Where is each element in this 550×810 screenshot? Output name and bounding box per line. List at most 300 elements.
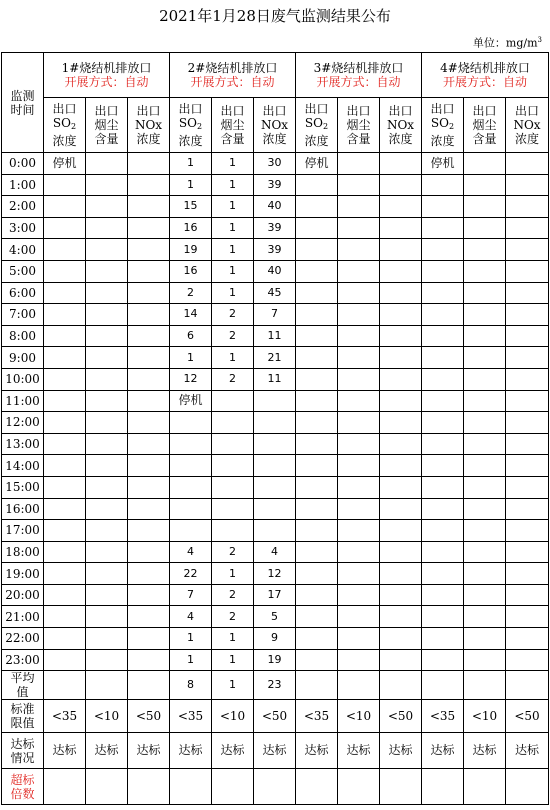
value-cell — [44, 649, 86, 671]
value-cell: 1 — [170, 649, 212, 671]
value-cell — [506, 584, 549, 606]
value-cell — [128, 347, 170, 369]
time-cell: 9:00 — [2, 347, 44, 369]
value-cell: 1 — [212, 282, 254, 304]
value-cell — [338, 217, 380, 239]
value-cell — [128, 153, 170, 175]
status-cell: 达标 — [380, 733, 422, 769]
value-cell — [128, 239, 170, 261]
value-cell: 1 — [212, 649, 254, 671]
outlet-1-header: 1#烧结机排放口 开展方式：自动 — [44, 53, 170, 98]
status-cell: 达标 — [44, 733, 86, 769]
value-cell: 4 — [170, 606, 212, 628]
value-cell — [44, 304, 86, 326]
value-cell — [338, 412, 380, 434]
value-cell — [422, 520, 464, 542]
table-row — [2, 628, 549, 650]
value-cell — [212, 455, 254, 477]
value-cell — [86, 196, 128, 218]
value-cell: 2 — [212, 541, 254, 563]
value-cell — [296, 217, 338, 239]
value-cell — [464, 412, 506, 434]
exceed-row — [2, 769, 549, 805]
average-cell — [506, 671, 549, 700]
value-cell — [422, 390, 464, 412]
table-row — [2, 649, 549, 671]
value-cell — [464, 498, 506, 520]
value-cell — [422, 239, 464, 261]
dust-column-header: 出口烟尘含量 — [212, 98, 254, 153]
table-row — [2, 584, 549, 606]
value-cell — [296, 433, 338, 455]
exceed-cell — [422, 769, 464, 805]
value-cell — [86, 325, 128, 347]
value-cell — [464, 239, 506, 261]
average-cell — [422, 671, 464, 700]
value-cell: 12 — [254, 563, 296, 585]
value-cell — [380, 498, 422, 520]
time-column-header: 监测时间 — [2, 53, 44, 153]
status-cell: 达标 — [128, 733, 170, 769]
exceed-cell — [380, 769, 422, 805]
value-cell — [338, 347, 380, 369]
value-cell — [128, 174, 170, 196]
limit-cell: <10 — [212, 700, 254, 733]
value-cell — [86, 239, 128, 261]
value-cell: 9 — [254, 628, 296, 650]
value-cell — [170, 433, 212, 455]
outlet-4-header: 4#烧结机排放口 开展方式：自动 — [422, 53, 549, 98]
value-cell: 1 — [212, 153, 254, 175]
value-cell — [422, 584, 464, 606]
value-cell — [422, 260, 464, 282]
limit-label: 标准限值 — [2, 700, 44, 733]
table-row — [2, 196, 549, 218]
nox-column-header: 出口NOx浓度 — [506, 98, 549, 153]
value-cell — [380, 217, 422, 239]
value-cell — [422, 304, 464, 326]
value-cell — [464, 347, 506, 369]
value-cell — [506, 325, 549, 347]
value-cell — [422, 282, 464, 304]
value-cell: 30 — [254, 153, 296, 175]
value-cell — [128, 217, 170, 239]
value-cell — [170, 412, 212, 434]
value-cell — [44, 606, 86, 628]
value-cell — [506, 153, 549, 175]
value-cell — [44, 520, 86, 542]
value-cell: 15 — [170, 196, 212, 218]
value-cell — [128, 563, 170, 585]
limit-cell: <35 — [170, 700, 212, 733]
table-row — [2, 217, 549, 239]
value-cell — [128, 304, 170, 326]
emission-table — [1, 52, 549, 805]
value-cell — [44, 628, 86, 650]
value-cell — [296, 260, 338, 282]
dust-column-header: 出口烟尘含量 — [86, 98, 128, 153]
value-cell: 停机 — [170, 390, 212, 412]
value-cell — [464, 541, 506, 563]
nox-column-header: 出口NOx浓度 — [128, 98, 170, 153]
average-row — [2, 671, 549, 700]
value-cell — [86, 498, 128, 520]
value-cell — [338, 476, 380, 498]
value-cell — [86, 476, 128, 498]
so2-column-header: 出口$SO_2$浓度 — [296, 98, 338, 153]
value-cell: 39 — [254, 239, 296, 261]
value-cell — [506, 174, 549, 196]
value-cell — [338, 390, 380, 412]
value-cell: 2 — [212, 304, 254, 326]
value-cell: 1 — [212, 347, 254, 369]
value-cell: 4 — [170, 541, 212, 563]
value-cell: 停机 — [44, 153, 86, 175]
table-row — [2, 282, 549, 304]
time-cell: 10:00 — [2, 368, 44, 390]
value-cell — [128, 260, 170, 282]
table-row — [2, 412, 549, 434]
value-cell — [422, 174, 464, 196]
value-cell: 1 — [170, 628, 212, 650]
time-cell: 4:00 — [2, 239, 44, 261]
value-cell — [296, 563, 338, 585]
value-cell — [296, 455, 338, 477]
exceed-label: 超标倍数 — [2, 769, 44, 805]
value-cell — [254, 455, 296, 477]
value-cell — [338, 628, 380, 650]
value-cell: 6 — [170, 325, 212, 347]
table-row — [2, 520, 549, 542]
value-cell — [296, 412, 338, 434]
value-cell — [86, 520, 128, 542]
value-cell — [296, 520, 338, 542]
value-cell — [86, 174, 128, 196]
value-cell — [44, 541, 86, 563]
table-row — [2, 455, 549, 477]
table-row — [2, 325, 549, 347]
value-cell — [128, 541, 170, 563]
average-label: 平均值 — [2, 671, 44, 700]
table-row — [2, 498, 549, 520]
value-cell — [254, 520, 296, 542]
value-cell — [86, 217, 128, 239]
limit-cell: <50 — [254, 700, 296, 733]
value-cell — [422, 196, 464, 218]
exceed-cell — [338, 769, 380, 805]
table-row — [2, 433, 549, 455]
header-row-parameters — [2, 98, 549, 153]
value-cell — [44, 347, 86, 369]
table-row — [2, 260, 549, 282]
average-cell — [44, 671, 86, 700]
value-cell — [296, 649, 338, 671]
value-cell — [338, 260, 380, 282]
value-cell — [44, 584, 86, 606]
status-label: 达标情况 — [2, 733, 44, 769]
limit-cell: <50 — [380, 700, 422, 733]
value-cell — [422, 325, 464, 347]
value-cell — [44, 390, 86, 412]
value-cell — [422, 433, 464, 455]
value-cell — [296, 196, 338, 218]
time-cell: 7:00 — [2, 304, 44, 326]
time-cell: 17:00 — [2, 520, 44, 542]
value-cell — [254, 476, 296, 498]
dust-column-header: 出口烟尘含量 — [338, 98, 380, 153]
value-cell — [464, 260, 506, 282]
value-cell — [128, 433, 170, 455]
value-cell — [506, 606, 549, 628]
nox-column-header: 出口NOx浓度 — [254, 98, 296, 153]
value-cell — [128, 368, 170, 390]
value-cell — [86, 563, 128, 585]
status-cell: 达标 — [506, 733, 549, 769]
value-cell — [296, 390, 338, 412]
value-cell — [338, 563, 380, 585]
value-cell: 16 — [170, 260, 212, 282]
time-cell: 20:00 — [2, 584, 44, 606]
value-cell — [380, 541, 422, 563]
value-cell — [464, 476, 506, 498]
value-cell — [506, 455, 549, 477]
value-cell — [86, 628, 128, 650]
value-cell: 4 — [254, 541, 296, 563]
value-cell — [464, 628, 506, 650]
value-cell: 11 — [254, 368, 296, 390]
time-cell: 3:00 — [2, 217, 44, 239]
value-cell — [338, 304, 380, 326]
value-cell — [86, 282, 128, 304]
time-cell: 16:00 — [2, 498, 44, 520]
value-cell — [128, 412, 170, 434]
value-cell — [380, 520, 422, 542]
value-cell — [506, 217, 549, 239]
time-cell: 6:00 — [2, 282, 44, 304]
value-cell — [44, 368, 86, 390]
limit-cell: <10 — [464, 700, 506, 733]
value-cell: 1 — [212, 196, 254, 218]
value-cell: 5 — [254, 606, 296, 628]
value-cell: 22 — [170, 563, 212, 585]
so2-column-header: 出口$SO_2$浓度 — [422, 98, 464, 153]
average-cell — [380, 671, 422, 700]
average-cell — [296, 671, 338, 700]
limit-cell: <35 — [422, 700, 464, 733]
table-row — [2, 239, 549, 261]
value-cell — [128, 390, 170, 412]
value-cell — [422, 455, 464, 477]
value-cell — [86, 390, 128, 412]
value-cell — [338, 174, 380, 196]
value-cell — [464, 520, 506, 542]
value-cell: 19 — [254, 649, 296, 671]
value-cell — [338, 282, 380, 304]
value-cell — [212, 412, 254, 434]
value-cell: 40 — [254, 260, 296, 282]
table-row — [2, 153, 549, 175]
limit-row — [2, 700, 549, 733]
value-cell — [422, 628, 464, 650]
value-cell — [86, 649, 128, 671]
value-cell — [380, 153, 422, 175]
exceed-cell — [128, 769, 170, 805]
status-cell: 达标 — [212, 733, 254, 769]
time-cell: 14:00 — [2, 455, 44, 477]
value-cell — [506, 368, 549, 390]
value-cell — [422, 498, 464, 520]
value-cell: 1 — [212, 239, 254, 261]
value-cell: 1 — [170, 153, 212, 175]
value-cell — [380, 390, 422, 412]
value-cell — [506, 476, 549, 498]
value-cell — [212, 520, 254, 542]
value-cell — [380, 628, 422, 650]
value-cell — [380, 412, 422, 434]
value-cell — [296, 368, 338, 390]
average-cell: 1 — [212, 671, 254, 700]
value-cell — [380, 563, 422, 585]
average-cell — [464, 671, 506, 700]
value-cell — [128, 476, 170, 498]
value-cell — [296, 541, 338, 563]
time-cell: 19:00 — [2, 563, 44, 585]
value-cell — [380, 649, 422, 671]
value-cell — [506, 347, 549, 369]
status-cell: 达标 — [422, 733, 464, 769]
value-cell: 1 — [212, 628, 254, 650]
value-cell — [86, 412, 128, 434]
value-cell — [128, 196, 170, 218]
status-cell: 达标 — [170, 733, 212, 769]
table-row — [2, 368, 549, 390]
value-cell — [296, 304, 338, 326]
value-cell — [380, 584, 422, 606]
value-cell — [44, 412, 86, 434]
table-row — [2, 476, 549, 498]
value-cell: 停机 — [422, 153, 464, 175]
time-cell: 1:00 — [2, 174, 44, 196]
value-cell — [422, 606, 464, 628]
value-cell — [338, 455, 380, 477]
dust-column-header: 出口烟尘含量 — [464, 98, 506, 153]
value-cell — [86, 260, 128, 282]
value-cell — [296, 325, 338, 347]
value-cell — [464, 325, 506, 347]
header-row-outlets — [2, 53, 549, 98]
value-cell — [338, 498, 380, 520]
value-cell: 2 — [170, 282, 212, 304]
value-cell — [506, 541, 549, 563]
value-cell — [422, 476, 464, 498]
value-cell: 39 — [254, 174, 296, 196]
value-cell — [422, 368, 464, 390]
value-cell: 39 — [254, 217, 296, 239]
limit-cell: <50 — [128, 700, 170, 733]
value-cell: 1 — [170, 347, 212, 369]
table-row — [2, 606, 549, 628]
value-cell — [296, 498, 338, 520]
limit-cell: <50 — [506, 700, 549, 733]
value-cell: 21 — [254, 347, 296, 369]
value-cell — [422, 541, 464, 563]
value-cell — [338, 541, 380, 563]
value-cell — [338, 520, 380, 542]
unit-label: 单位：$mg/m^3$ — [472, 36, 542, 50]
value-cell — [44, 174, 86, 196]
value-cell — [338, 239, 380, 261]
value-cell — [86, 304, 128, 326]
value-cell — [296, 584, 338, 606]
exceed-cell — [506, 769, 549, 805]
value-cell — [380, 196, 422, 218]
average-cell — [338, 671, 380, 700]
limit-cell: <35 — [44, 700, 86, 733]
value-cell: 2 — [212, 584, 254, 606]
value-cell — [254, 412, 296, 434]
value-cell — [338, 606, 380, 628]
time-cell: 12:00 — [2, 412, 44, 434]
value-cell — [338, 325, 380, 347]
value-cell — [464, 455, 506, 477]
value-cell — [44, 476, 86, 498]
value-cell — [464, 304, 506, 326]
value-cell — [338, 368, 380, 390]
value-cell — [506, 196, 549, 218]
value-cell — [44, 325, 86, 347]
value-cell — [86, 541, 128, 563]
time-cell: 5:00 — [2, 260, 44, 282]
value-cell — [506, 412, 549, 434]
value-cell — [380, 606, 422, 628]
value-cell — [506, 260, 549, 282]
value-cell — [506, 520, 549, 542]
value-cell — [338, 649, 380, 671]
value-cell — [44, 498, 86, 520]
value-cell — [506, 563, 549, 585]
value-cell — [464, 390, 506, 412]
value-cell — [464, 153, 506, 175]
value-cell: 16 — [170, 217, 212, 239]
value-cell — [464, 563, 506, 585]
value-cell — [506, 390, 549, 412]
status-cell: 达标 — [296, 733, 338, 769]
page-title: 2021年1月28日废气监测结果公布 — [159, 7, 391, 25]
value-cell — [380, 455, 422, 477]
value-cell — [380, 476, 422, 498]
limit-cell: <10 — [338, 700, 380, 733]
value-cell — [380, 433, 422, 455]
exceed-cell — [44, 769, 86, 805]
value-cell — [506, 649, 549, 671]
value-cell — [380, 282, 422, 304]
value-cell — [464, 282, 506, 304]
value-cell: 12 — [170, 368, 212, 390]
value-cell — [170, 520, 212, 542]
time-cell: 2:00 — [2, 196, 44, 218]
value-cell — [128, 520, 170, 542]
value-cell — [254, 498, 296, 520]
so2-column-header: 出口$SO_2$浓度 — [170, 98, 212, 153]
value-cell — [86, 455, 128, 477]
status-cell: 达标 — [464, 733, 506, 769]
value-cell — [170, 498, 212, 520]
value-cell — [422, 217, 464, 239]
value-cell — [506, 239, 549, 261]
value-cell — [380, 304, 422, 326]
value-cell — [464, 368, 506, 390]
limit-cell: <35 — [296, 700, 338, 733]
